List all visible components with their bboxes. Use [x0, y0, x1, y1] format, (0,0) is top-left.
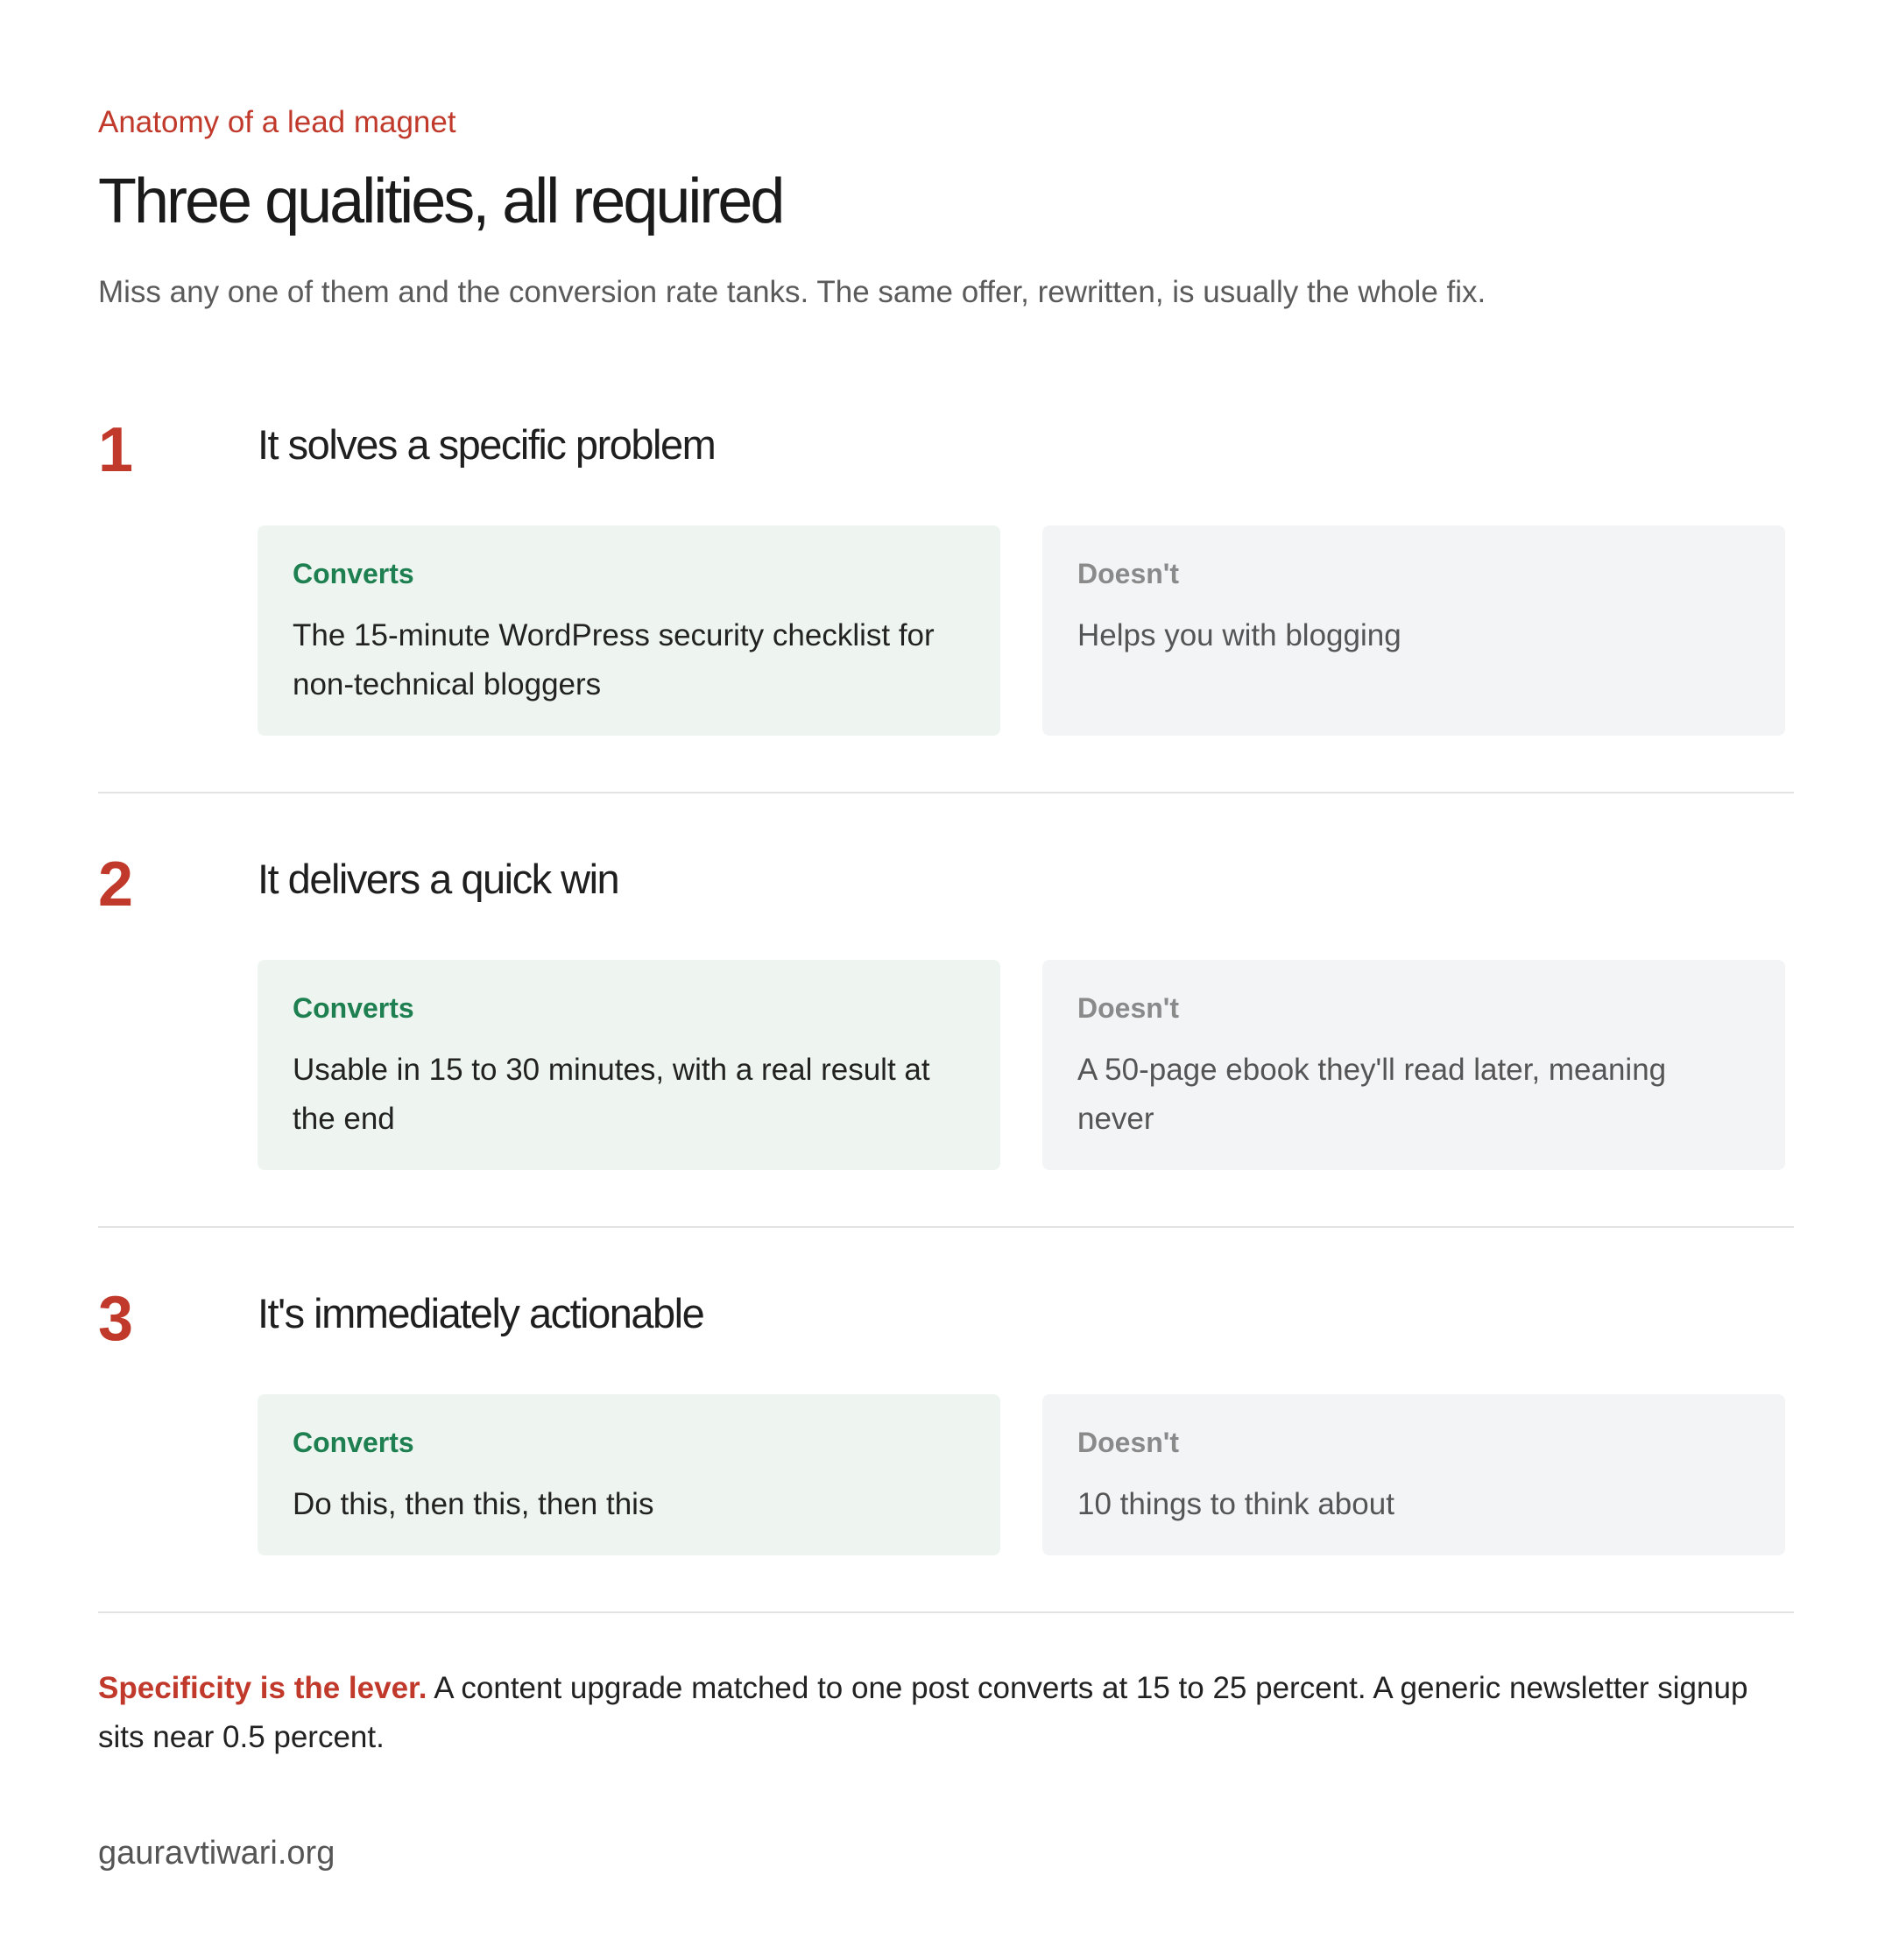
doesnt-text: Helps you with blogging [1077, 618, 1401, 652]
doesnt-text: A 50-page ebook they'll read later, meaning never [1077, 1053, 1667, 1136]
quality-body [258, 848, 1794, 1170]
doesnt-text: 10 things to think about [1077, 1487, 1394, 1521]
quality-body [258, 413, 1794, 736]
quality-title: It's immediately actionable [258, 1290, 704, 1336]
quality-number: 2 [98, 850, 134, 920]
quality-body [258, 1282, 1794, 1555]
converts-card [258, 960, 1000, 1170]
quality-number: 3 [98, 1284, 134, 1354]
comparison-row [258, 525, 1794, 736]
eyebrow-label: Anatomy of a lead magnet [98, 105, 456, 139]
qualities-list [98, 413, 1794, 1613]
doesnt-card [1042, 960, 1785, 1170]
converts-text: Usable in 15 to 30 minutes, with a real result at the end [293, 1053, 930, 1136]
subtitle: Miss any one of them and the conversion rate tanks. The same offer, rewritten, is usually the whole fix. [98, 275, 1486, 309]
converts-text: The 15-minute WordPress security checklist for non-technical bloggers [293, 618, 935, 702]
doesnt-card [1042, 525, 1785, 736]
doesnt-label: Doesn't [1077, 992, 1180, 1024]
page-title: Three qualities, all required [98, 166, 783, 236]
quality-item-2 [98, 848, 1794, 1228]
quality-item-3 [98, 1282, 1794, 1613]
converts-card [258, 525, 1000, 736]
converts-label: Converts [293, 1427, 414, 1458]
converts-label: Converts [293, 992, 414, 1024]
converts-label: Converts [293, 558, 414, 589]
doesnt-label: Doesn't [1077, 1427, 1180, 1458]
footnote-lead: Specificity is the lever. [98, 1671, 427, 1705]
comparison-row [258, 1394, 1794, 1555]
footnote-text: A content upgrade matched to one post converts at 15 to 25 percent. A generic newsletter signup sits near 0.5 percent. [98, 1671, 1748, 1754]
converts-card [258, 1394, 1000, 1555]
quality-title: It solves a specific problem [258, 421, 716, 468]
footnote [98, 1664, 1780, 1762]
site-url: gauravtiwari.org [98, 1835, 335, 1872]
doesnt-card [1042, 1394, 1785, 1555]
quality-title: It delivers a quick win [258, 856, 619, 902]
quality-item-1 [98, 413, 1794, 793]
doesnt-label: Doesn't [1077, 558, 1180, 589]
converts-text: Do this, then this, then this [293, 1487, 654, 1521]
comparison-row [258, 960, 1794, 1170]
quality-number: 1 [98, 415, 134, 485]
